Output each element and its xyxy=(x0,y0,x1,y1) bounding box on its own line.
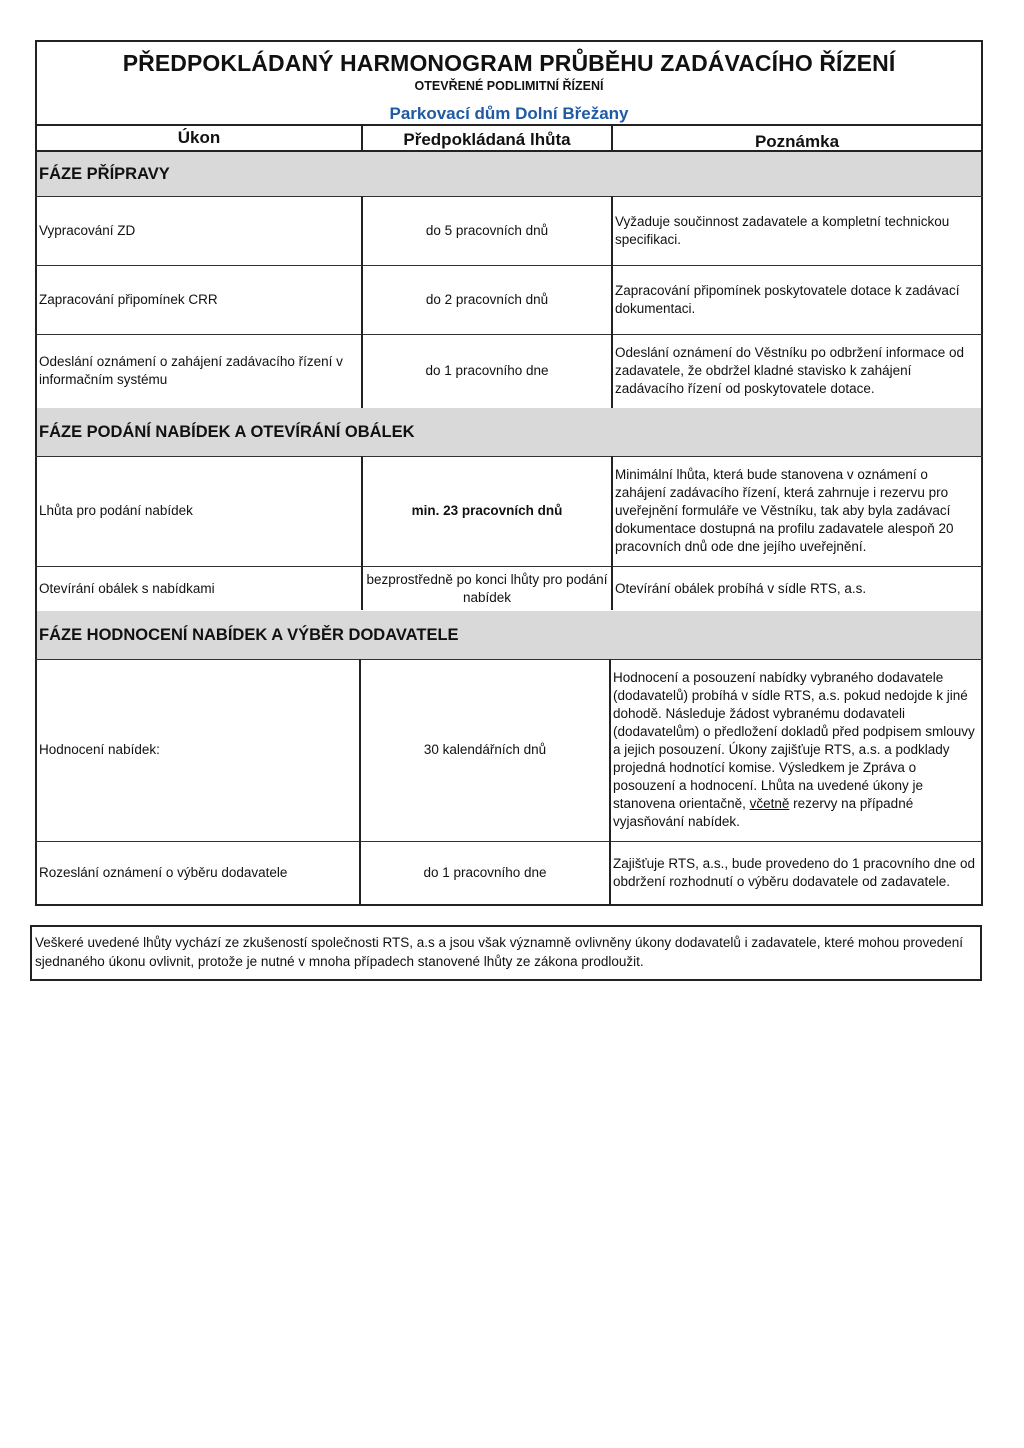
column-divider xyxy=(359,659,361,905)
deadline-cell: 30 kalendářních dnů xyxy=(423,742,547,757)
deadline-cell: do 1 pracovního dne xyxy=(423,865,547,880)
disclaimer-note: Veškeré uvedené lhůty vychází ze zkušeností společnosti RTS, a.s a jsou však významně ovlivněny úkony dodavatelů i zadavatele, které mohou provedení sjednaného úkonu ovlivnit, protože je nutné v mnoha případech stanovené lhůty ze zákona prodloužit. xyxy=(30,925,982,981)
project-name: Parkovací dům Dolní Břežany xyxy=(389,104,629,123)
phase-preparation: FÁZE PŘÍPRAVY xyxy=(37,152,981,196)
column-divider xyxy=(609,659,611,905)
emphasis-text: včetně xyxy=(749,796,790,811)
action-cell: Hodnocení nabídek: xyxy=(39,742,160,757)
deadline-cell: bezprostředně po konci lhůty pro podání nabídek xyxy=(366,571,608,605)
action-cell: Rozeslání oznámení o výběru dodavatele xyxy=(39,865,288,880)
note-text: Hodnocení a posouzení nabídky vybraného dodavatele (dodavatelů) probíhá v sídle RTS, a.s. pokud nedojde k jiné dohodě. Následuje žádost vybranému dodavateli (dodavatelům) o předložení dokladů před podpisem smlouvy a jejich posouzení. Úkony zajišťuje RTS, a.s. a podklady projedná hodnotící komise. Výsledkem je Zpráva o posouzení a hodnocení. Lhůta na uvedené úkony je stanovena orientačně, xyxy=(613,670,975,811)
phase-bids: FÁZE PODÁNÍ NABÍDEK A OTEVÍRÁNÍ OBÁLEK xyxy=(37,408,981,456)
column-divider xyxy=(611,196,613,408)
note-cell: Zapracování připomínek poskytovatele dotace k zadávací dokumentaci. xyxy=(615,283,960,316)
procedure-type: OTEVŘENÉ PODLIMITNÍ ŘÍZENÍ xyxy=(414,79,604,93)
deadline-cell: do 1 pracovního dne xyxy=(425,363,549,378)
document-title: PŘEDPOKLÁDANÝ HARMONOGRAM PRŮBĚHU ZADÁVACÍHO ŘÍZENÍ xyxy=(122,50,896,76)
header-top-rule xyxy=(35,124,983,126)
action-cell: Otevírání obálek s nabídkami xyxy=(39,580,215,596)
note-cell: Zajišťuje RTS, a.s., bude provedeno do 1 pracovního dne od obdržení rozhodnutí o výběru dodavatele od zadavatele. xyxy=(613,856,976,889)
note-cell: Otevírání obálek probíhá v sídle RTS, a.s. xyxy=(615,580,867,596)
action-cell: Zapracování připomínek CRR xyxy=(39,292,218,307)
column-divider xyxy=(361,456,363,610)
deadline-cell: do 2 pracovních dnů xyxy=(425,292,549,307)
phase-evaluation: FÁZE HODNOCENÍ NABÍDEK A VÝBĚR DODAVATELE xyxy=(37,611,981,659)
note-cell: Minimální lhůta, která bude stanovena v oznámení o zahájení zadávacího řízení, která zahrnuje i rezervu pro uveřejnění formuláře ve Věstníku, tak aby byla zadávací dokumentace dostupná na profilu zadavatele alespoň 20 pracovních dnů ode dne jejího uveřejnění. xyxy=(615,467,954,554)
column-header-note: Poznámka xyxy=(754,132,840,151)
column-header-action: Úkon xyxy=(177,128,221,147)
column-divider xyxy=(361,196,363,408)
action-cell: Vypracování ZD xyxy=(39,223,136,238)
action-cell: Lhůta pro podání nabídek xyxy=(39,503,193,518)
deadline-cell: min. 23 pracovních dnů xyxy=(411,503,563,518)
action-cell: Odeslání oznámení o zahájení zadávacího řízení v informačním systému xyxy=(39,354,343,387)
note-text: rezervy na případné vyjasňování nabídek. xyxy=(613,796,914,829)
deadline-cell: do 5 pracovních dnů xyxy=(425,223,549,238)
note-cell: Odeslání oznámení do Věstníku po odbržení informace od zadavatele, že obdržel kladné stavisko k zahájení zadávacího řízení od poskytovatele dotace. xyxy=(615,345,964,396)
column-header-deadline: Předpokládaná lhůta xyxy=(403,130,571,149)
note-cell xyxy=(611,660,981,840)
note-cell: Vyžaduje součinnost zadavatele a kompletní technickou specifikaci. xyxy=(615,214,950,247)
column-divider xyxy=(611,456,613,610)
